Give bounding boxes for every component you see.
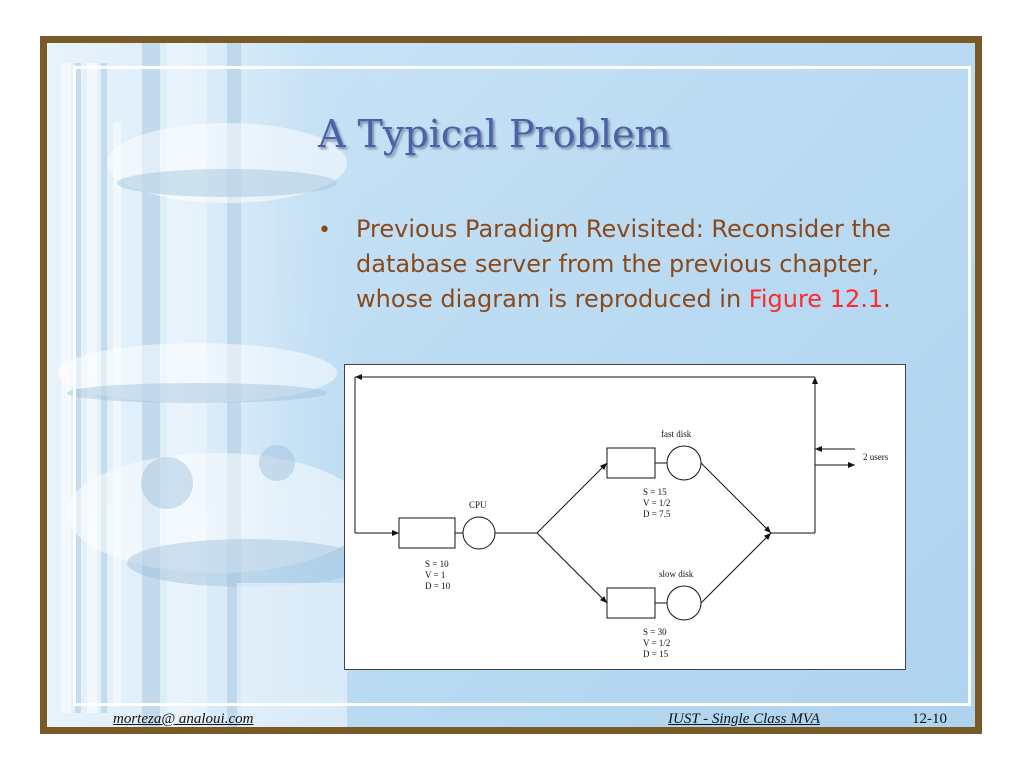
- cpu-server: [463, 517, 495, 549]
- slow-disk-visits: V = 1/2: [643, 638, 671, 648]
- slow-disk-queue: [607, 588, 655, 618]
- bullet-marker: •: [318, 218, 331, 243]
- slow-disk-demand: D = 15: [643, 649, 669, 659]
- queueing-network-diagram: [344, 364, 906, 670]
- fast-disk-to-join: [701, 463, 771, 533]
- cpu-visits: V = 1: [425, 570, 446, 580]
- footer-course: IUST - Single Class MVA: [668, 711, 820, 727]
- slow-disk-to-join: [701, 533, 771, 603]
- figure-reference-link[interactable]: Figure 12.1: [748, 285, 884, 313]
- branch-to-fast-disk: [537, 463, 607, 533]
- slow-disk-service-time: S = 30: [643, 627, 667, 637]
- bullet-text-after: .: [883, 285, 891, 313]
- fast-disk-demand: D = 7.5: [643, 509, 671, 519]
- footer-page-number: 12-10: [912, 711, 947, 727]
- fast-disk-server: [667, 446, 701, 480]
- users-label: 2 users: [863, 452, 889, 462]
- cpu-label: CPU: [469, 500, 487, 510]
- fast-disk-label: fast disk: [661, 429, 692, 439]
- fast-disk-visits: V = 1/2: [643, 498, 671, 508]
- fast-disk-service-time: S = 15: [643, 487, 667, 497]
- slow-disk-server: [667, 586, 701, 620]
- cpu-service-time: S = 10: [425, 559, 449, 569]
- branch-to-slow-disk: [537, 533, 607, 603]
- cpu-queue: [399, 518, 455, 548]
- bullet-text: [356, 212, 916, 317]
- cpu-demand: D = 10: [425, 581, 451, 591]
- fast-disk-queue: [607, 448, 655, 478]
- footer-email[interactable]: morteza@ analoui.com: [113, 711, 254, 727]
- slide-title: A Typical Problem: [318, 112, 671, 156]
- slow-disk-label: slow disk: [659, 569, 694, 579]
- bullet-text-before: Previous Paradigm Revisited: Reconsider the database server from the previous chapter, whose diagram is reproduced in: [356, 215, 891, 313]
